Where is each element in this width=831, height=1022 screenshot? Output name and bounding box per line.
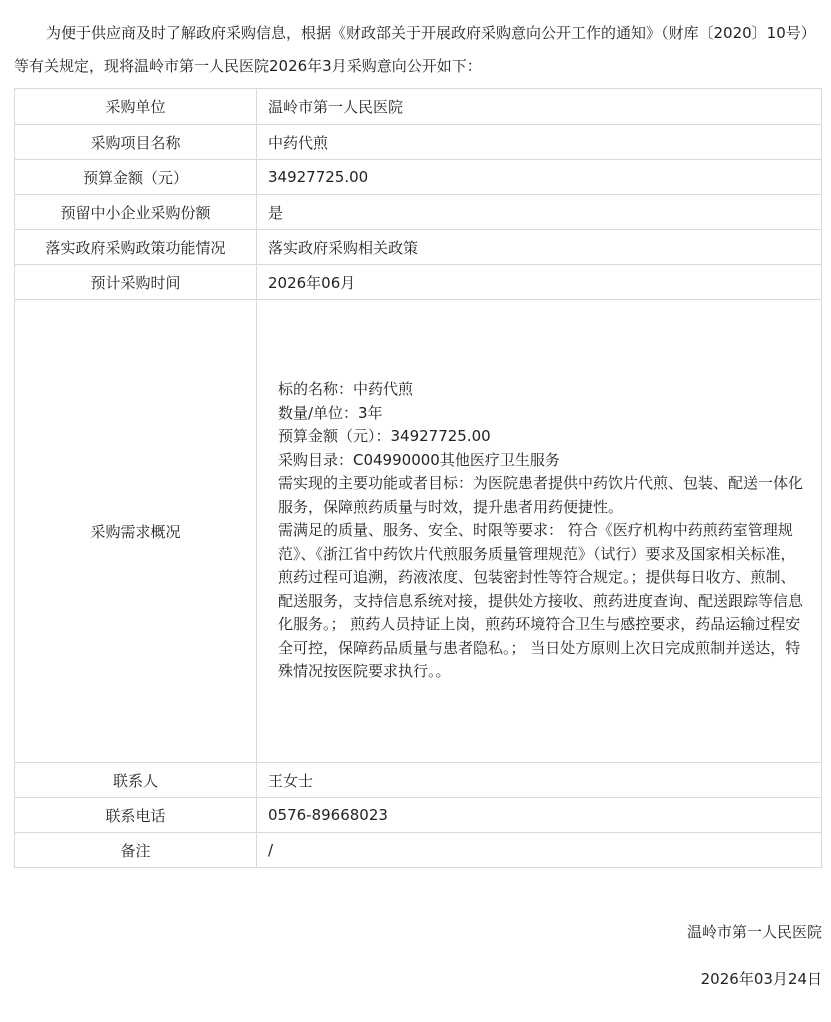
row-label: 采购项目名称 [15,125,257,160]
issuer-name: 温岭市第一人民医院 [686,923,822,941]
row-label: 预算金额（元） [15,160,257,195]
row-value: / [257,833,822,868]
requirement-line: 需实现的主要功能或者目标：为医院患者提供中药饮片代煎、包装、配送一体化服务，保障煎药质量与时效，提升患者用药便捷性。 [278,474,804,516]
table-row [15,798,822,833]
row-label: 落实政府采购政策功能情况 [15,230,257,265]
table-row [15,265,822,300]
requirements-text [268,378,821,684]
row-label: 预留中小企业采购份额 [15,195,257,230]
issue-date: 2026年03月24日 [700,970,822,988]
table-row-requirements [15,300,822,763]
row-label: 采购需求概况 [15,300,257,763]
row-value: 是 [257,195,822,230]
row-value: 落实政府采购相关政策 [257,230,822,265]
requirements-cell [257,300,822,763]
requirement-line: 标的名称：中药代煎 [278,380,414,399]
row-value: 王女士 [257,763,822,798]
requirement-line: 采购目录：C04990000其他医疗卫生服务 [278,450,560,469]
procurement-table [14,88,822,868]
row-value: 34927725.00 [257,160,822,195]
requirement-line: 数量/单位：3年 [278,403,383,422]
row-value: 2026年06月 [257,265,822,300]
table-row [15,89,822,125]
table-row [15,763,822,798]
table-row [15,833,822,868]
table-row [15,230,822,265]
row-label: 预计采购时间 [15,265,257,300]
row-value: 中药代煎 [257,125,822,160]
table-row [15,160,822,195]
intro-paragraph: 为便于供应商及时了解政府采购信息，根据《财政部关于开展政府采购意向公开工作的通知》（财库〔2020〕10号）等有关规定，现将温岭市第一人民医院2026年3月采购意向公开如下： [14,24,816,75]
row-label: 采购单位 [15,89,257,125]
row-label: 联系电话 [15,798,257,833]
table-row [15,195,822,230]
requirement-line: 需满足的质量、服务、安全、时限等要求： 符合《医疗机构中药煎药室管理规范》、《浙江省中药饮片代煎服务质量管理规范》（试行）要求及国家相关标准，煎药过程可追溯，药液浓度、包装密封性等符合规定。；提供每日收方、煎制、配送服务，支持信息系统对接，提供处方接收、煎药进度查询、配送跟踪等信息化服务。； 煎药人员持证上岗，煎药环境符合卫生与感控要求，药品运输过程安全可控，保障药品质量与患者隐私。； 当日处方原则上次日完成煎制并送达，特殊情况按医院要求执行。。 [278,521,804,681]
row-value: 0576-89668023 [257,798,822,833]
row-value: 温岭市第一人民医院 [257,89,822,125]
row-label: 联系人 [15,763,257,798]
row-label: 备注 [15,833,257,868]
table-row [15,125,822,160]
requirement-line: 预算金额（元）：34927725.00 [278,427,491,446]
